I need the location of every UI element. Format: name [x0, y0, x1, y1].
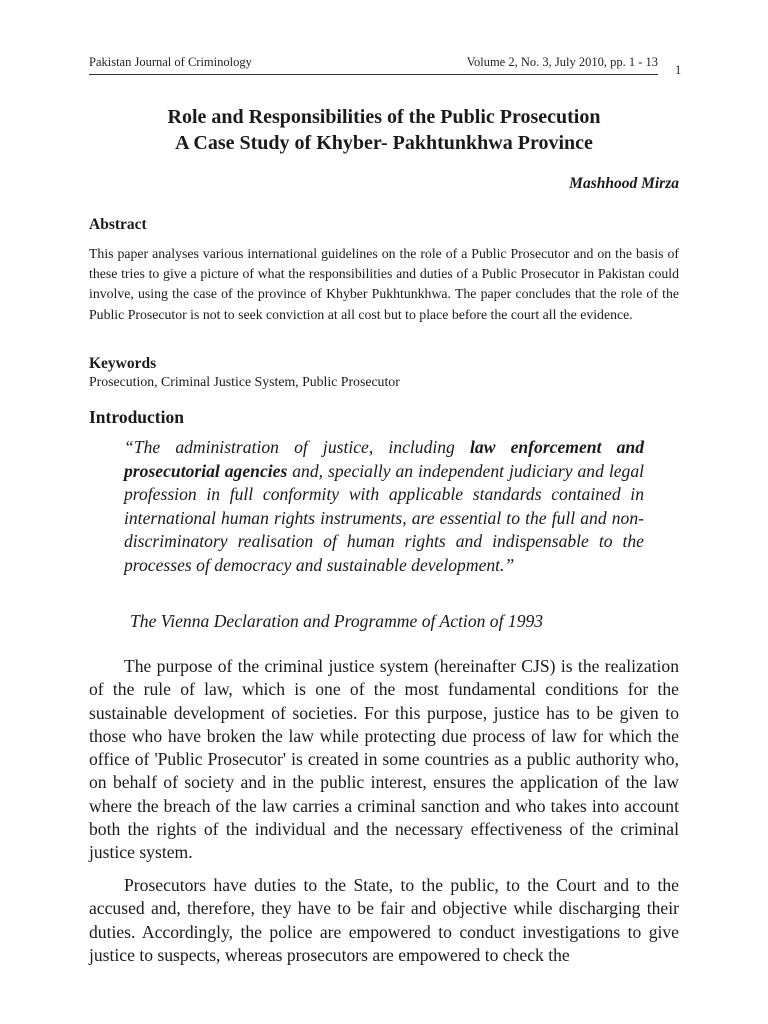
author-name: Mashhood Mirza [569, 175, 679, 192]
abstract-text: This paper analyses various international guidelines on the role of a Public Prosecutor and on the basis of these tries to give a picture of what the responsibilities and duties of a Public Prosecutor in Pakistan could involve, using the case of the province of Khyber Pukhtunkhwa. The paper concludes that the role of the Public Prosecutor is not to seek conviction at all cost but to place before the court all the evidence. [89, 246, 679, 322]
running-header [89, 55, 658, 70]
quote-text-start: “The administration of justice, including [124, 437, 471, 457]
header-rule [89, 74, 658, 75]
page-number: 1 [675, 63, 682, 77]
body-paragraph-2: Prosecutors have duties to the State, to the public, to the Court and to the accused and, therefore, they have to be fair and objective while discharging their duties. Accordingly, the police are empowered to conduct investigations to give justice to suspects, whereas prosecutors are empowered to check the [89, 875, 679, 965]
abstract-heading: Abstract [89, 216, 147, 233]
issue-info: Volume 2, No. 3, July 2010, pp. 1 - 13 [466, 55, 658, 69]
title-line-2: A Case Study of Khyber- Pakhtunkhwa Province [175, 132, 593, 154]
article-title [89, 104, 679, 156]
introduction-heading: Introduction [89, 407, 184, 427]
title-line-1: Role and Responsibilities of the Public Prosecution [167, 106, 601, 128]
quote-source: The Vienna Declaration and Programme of Action of 1993 [130, 611, 544, 631]
body-paragraph-1: The purpose of the criminal justice system (hereinafter CJS) is the realization of the rule of law, which is one of the most fundamental conditions for the sustainable development of societies. For this purpose, justice has to be given to those who have broken the law while protecting due process of law for which the office of 'Public Prosecutor' is created in some countries as a public authority who, on behalf of society and in the public interest, ensures the application of the law where the breach of the law carries a criminal sanction and who takes into account both the rights of the individual and the necessary effectiveness of the criminal justice system. [89, 656, 679, 863]
epigraph-quote [124, 436, 644, 578]
keywords-heading: Keywords [89, 355, 157, 372]
quote-emphasis: law enforcement and prosecutorial agencies [124, 437, 644, 481]
journal-name: Pakistan Journal of Criminology [89, 55, 252, 69]
quote-text-end: and, specially an independent judiciary and legal profession in full conformity with applicable standards contained in international human rights instruments, are essential to the full and non-discriminatory realisation of human rights and indispensable to the processes of democracy and sustainable development.” [124, 460, 644, 575]
keywords-text: Prosecution, Criminal Justice System, Public Prosecutor [89, 374, 400, 389]
